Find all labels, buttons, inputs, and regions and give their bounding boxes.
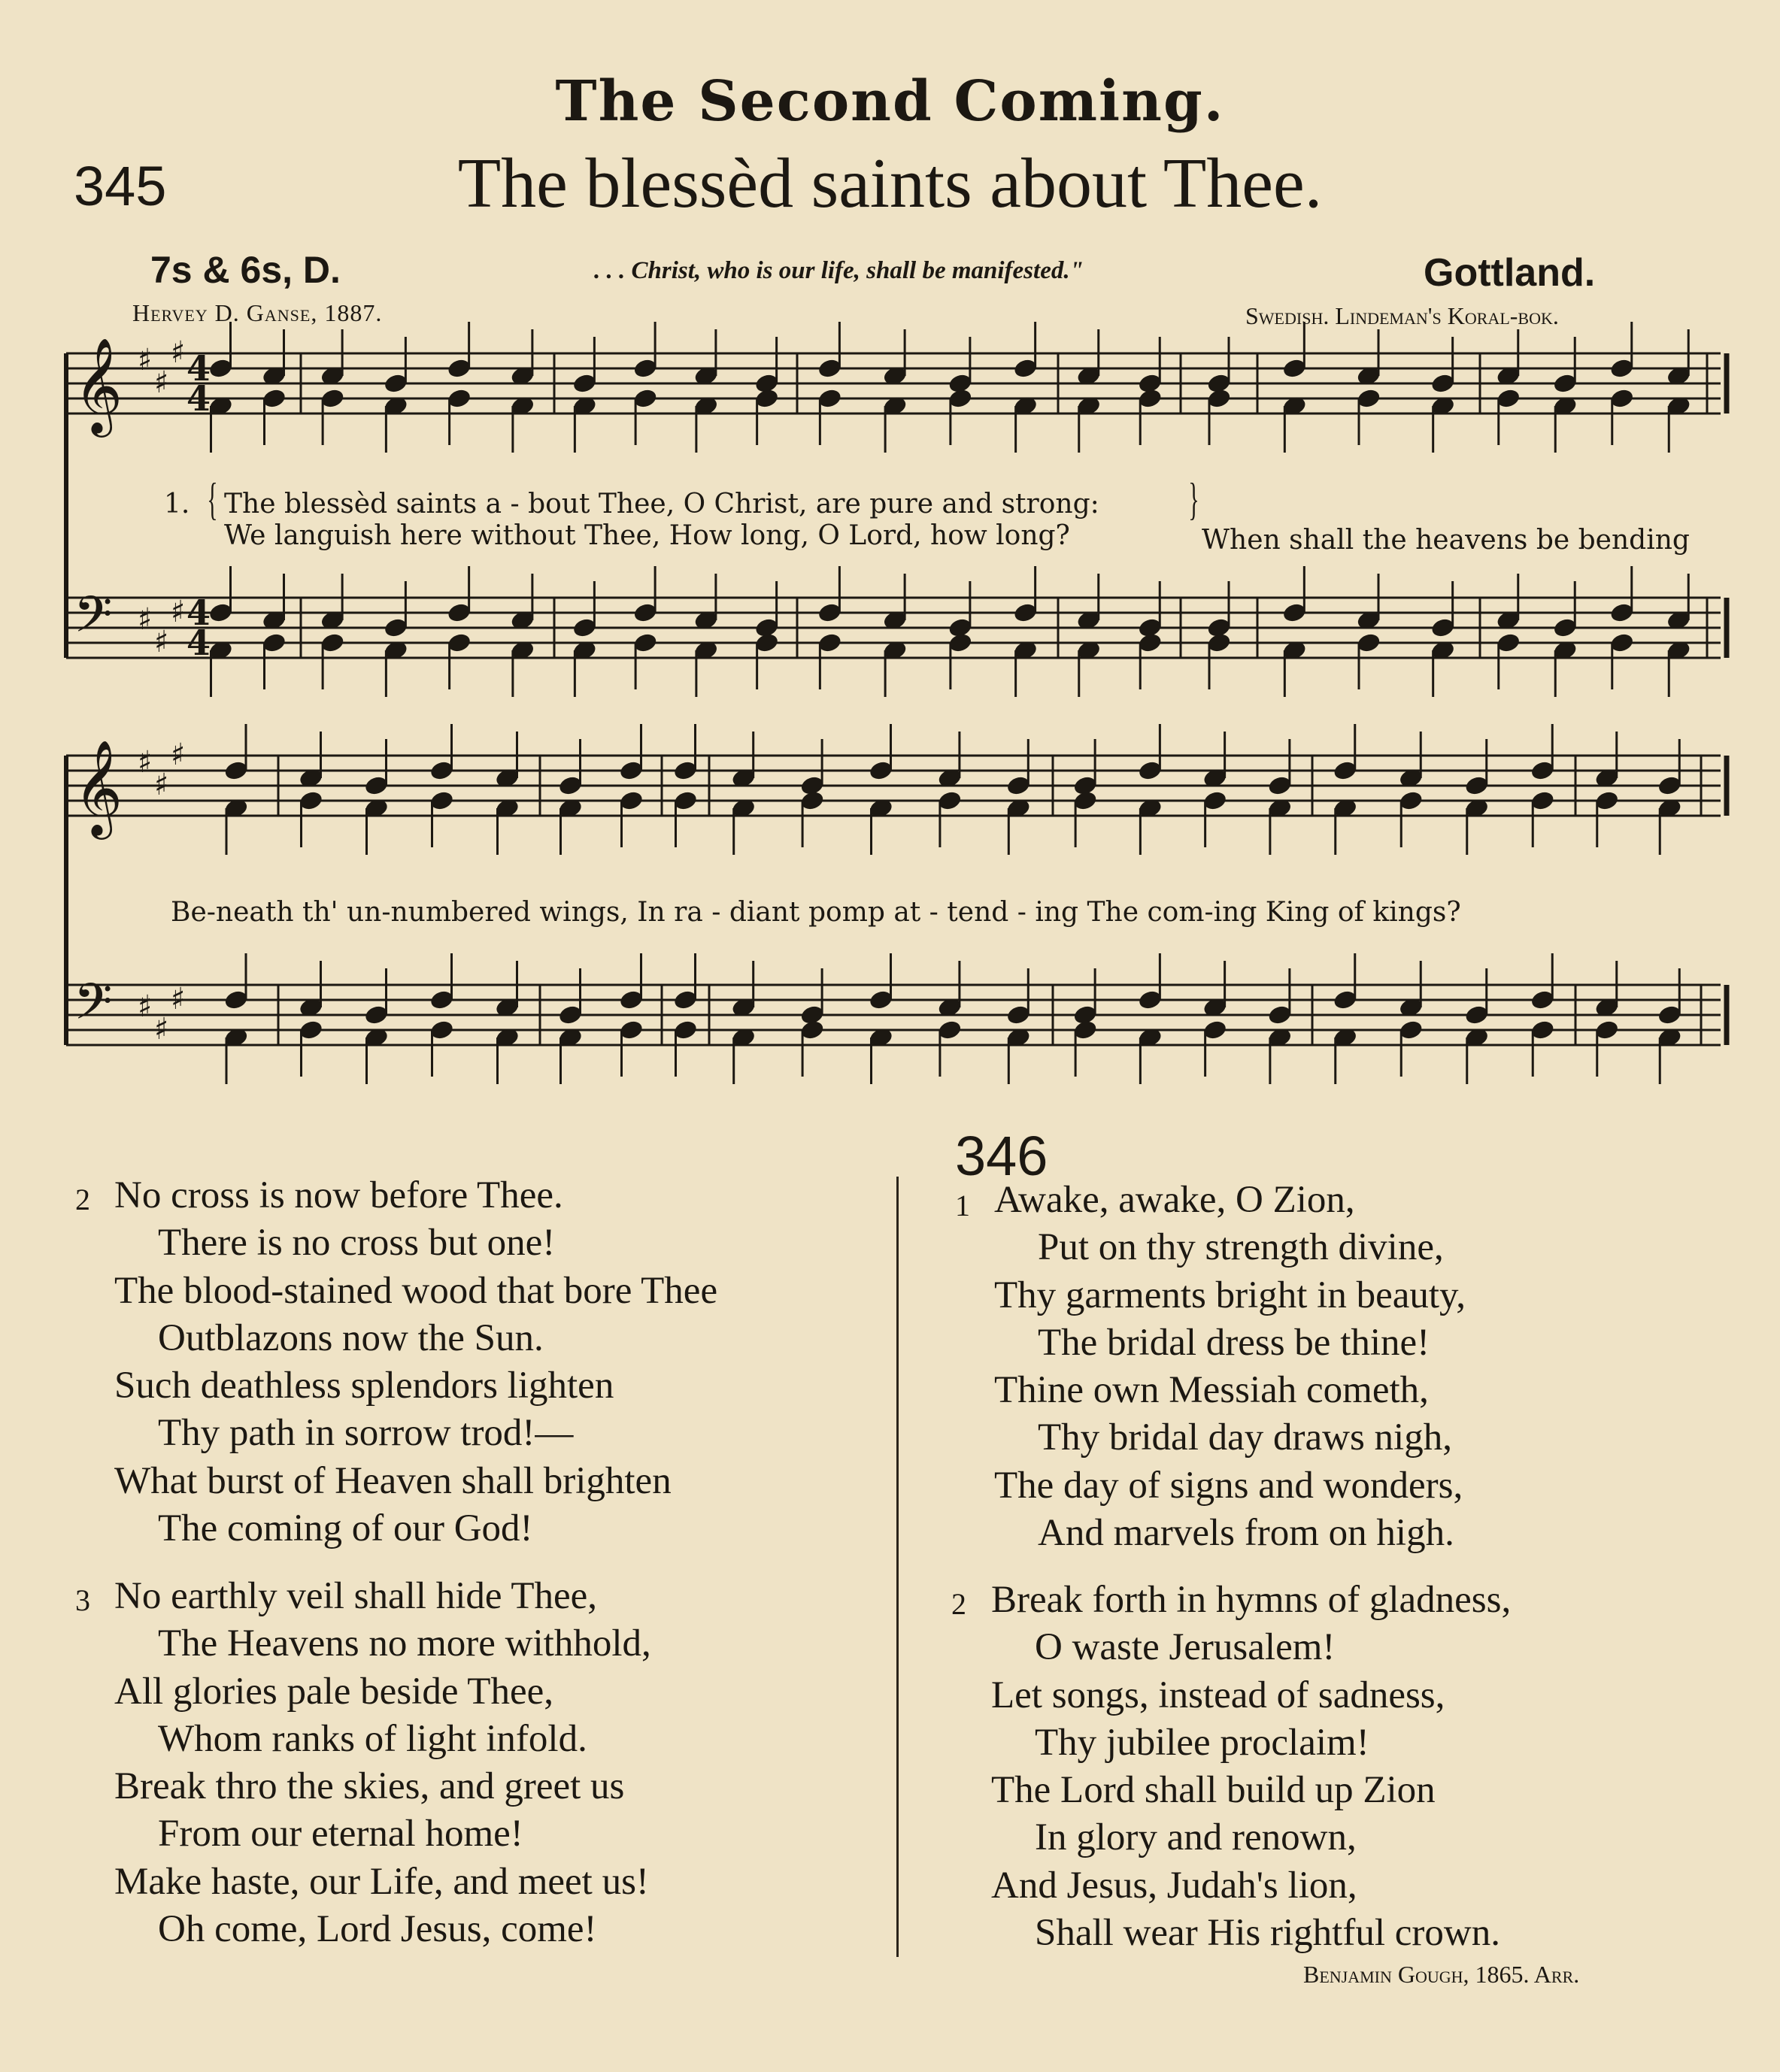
brace-right: } — [1188, 474, 1199, 524]
verse-line: Thine own Messiah cometh, — [994, 1369, 1429, 1412]
verse-line: All glories pale beside Thee, — [114, 1670, 553, 1713]
verse-number: 2 — [951, 1587, 966, 1621]
verse-number: 1. — [164, 489, 190, 520]
treble-clef-icon: 𝄞 — [74, 337, 123, 433]
verse-line: The coming of our God! — [158, 1507, 533, 1550]
verse-line: The Lord shall build up Zion — [991, 1769, 1436, 1812]
verse-line: Oh come, Lord Jesus, come! — [158, 1908, 597, 1951]
verse-line: The bridal dress be thine! — [1038, 1321, 1430, 1364]
hymn-meter: 7s & 6s, D. — [150, 249, 341, 291]
tune-name: Gottland. — [1424, 251, 1596, 295]
hymn-author: Benjamin Gough, 1865. Arr. — [1303, 1961, 1580, 1988]
verse-line: The day of signs and wonders, — [994, 1464, 1463, 1507]
verse-line: The blood-stained wood that bore Thee — [114, 1269, 718, 1312]
verse-line: Whom ranks of light infold. — [158, 1717, 587, 1760]
verse-block — [994, 1177, 1466, 1557]
verse-line: There is no cross but one! — [158, 1222, 556, 1265]
verse-line: Thy garments bright in beauty, — [994, 1274, 1466, 1316]
verse-line: O waste Jerusalem! — [1035, 1626, 1336, 1669]
time-signature: 4 — [186, 378, 211, 419]
hymn-number: 346 — [955, 1125, 1048, 1187]
verse-line: Thy path in sorrow trod!— — [158, 1412, 574, 1455]
verse-line: From our eternal home! — [158, 1813, 523, 1855]
hymn-author: Hervey D. Ganse, 1887. — [132, 299, 383, 326]
sharp-icon: ♯ — [154, 1012, 169, 1047]
time-signature: 4 — [186, 348, 211, 389]
verse-line: The Heavens no more withhold, — [158, 1622, 651, 1665]
lyric-line: When shall the heavens be bending — [1202, 525, 1690, 556]
verse-line: And marvels from on high. — [1038, 1512, 1454, 1555]
sharp-icon: ♯ — [154, 625, 169, 659]
verse-line: No cross is now before Thee. — [114, 1174, 563, 1216]
hymn-title: The blessèd saints about Thee. — [457, 144, 1323, 223]
lyric-line: We languish here without Thee, How long, O Lord, how long? — [224, 520, 1070, 551]
verse-line: Thy jubilee proclaim! — [1035, 1721, 1369, 1764]
verse-number: 2 — [75, 1183, 90, 1216]
treble-clef-icon: 𝄞 — [74, 739, 123, 835]
hymn-number: 345 — [74, 155, 167, 217]
verse-number: 3 — [75, 1583, 90, 1617]
sharp-icon: ♯ — [171, 595, 186, 629]
hymn-composer: Swedish. Lindeman's Koral-bok. — [1245, 302, 1559, 329]
verse-number: 1 — [955, 1189, 970, 1222]
time-signature: 4 — [186, 623, 211, 663]
lyric-line: The blessèd saints a - bout Thee, O Christ, are pure and strong: — [224, 489, 1099, 520]
sharp-icon: ♯ — [154, 365, 169, 400]
sharp-icon: ♯ — [138, 989, 153, 1024]
verse-line: Make haste, our Life, and meet us! — [114, 1860, 649, 1903]
verse-block — [991, 1577, 1511, 1957]
verse-block — [114, 1573, 651, 1953]
verse-line: Such deathless splendors lighten — [114, 1365, 614, 1407]
column-divider — [896, 1177, 899, 1957]
brace-left: { — [207, 474, 218, 524]
lyric-line: Be-neath th' un-numbered wings, In ra - diant pomp at - tend - ing The com-ing King of kings? — [171, 897, 1461, 928]
sharp-icon: ♯ — [171, 335, 186, 370]
sharp-icon: ♯ — [154, 768, 169, 802]
sharp-icon: ♯ — [138, 343, 153, 377]
verse-line: Break forth in hymns of gladness, — [991, 1579, 1512, 1621]
verse-line: Thy bridal day draws nigh, — [1038, 1416, 1452, 1459]
verse-line: Put on thy strength divine, — [1038, 1226, 1444, 1269]
verse-line: Let songs, instead of sadness, — [991, 1674, 1445, 1716]
section-title: The Second Coming. — [555, 69, 1225, 134]
verse-line: What burst of Heaven shall brighten — [114, 1459, 672, 1502]
verse-block — [114, 1172, 717, 1552]
verse-line: Awake, awake, O Zion, — [994, 1179, 1355, 1221]
sharp-icon: ♯ — [138, 602, 153, 637]
verse-line: In glory and renown, — [1035, 1816, 1357, 1859]
verse-line: Outblazons now the Sun. — [158, 1316, 544, 1359]
sharp-icon: ♯ — [171, 738, 186, 772]
verse-line: Shall wear His rightful crown. — [1035, 1912, 1500, 1955]
sharp-icon: ♯ — [171, 982, 186, 1016]
scripture-quote: . . . Christ, who is our life, shall be manifested." — [594, 257, 1084, 284]
time-signature: 4 — [186, 592, 211, 633]
bass-clef-icon: 𝄢 — [74, 586, 113, 656]
verse-line: No earthly veil shall hide Thee, — [114, 1575, 598, 1617]
bass-clef-icon: 𝄢 — [74, 973, 113, 1043]
verse-line: Break thro the skies, and greet us — [114, 1765, 625, 1808]
verse-line: And Jesus, Judah's lion, — [991, 1864, 1357, 1907]
sharp-icon: ♯ — [138, 745, 153, 780]
